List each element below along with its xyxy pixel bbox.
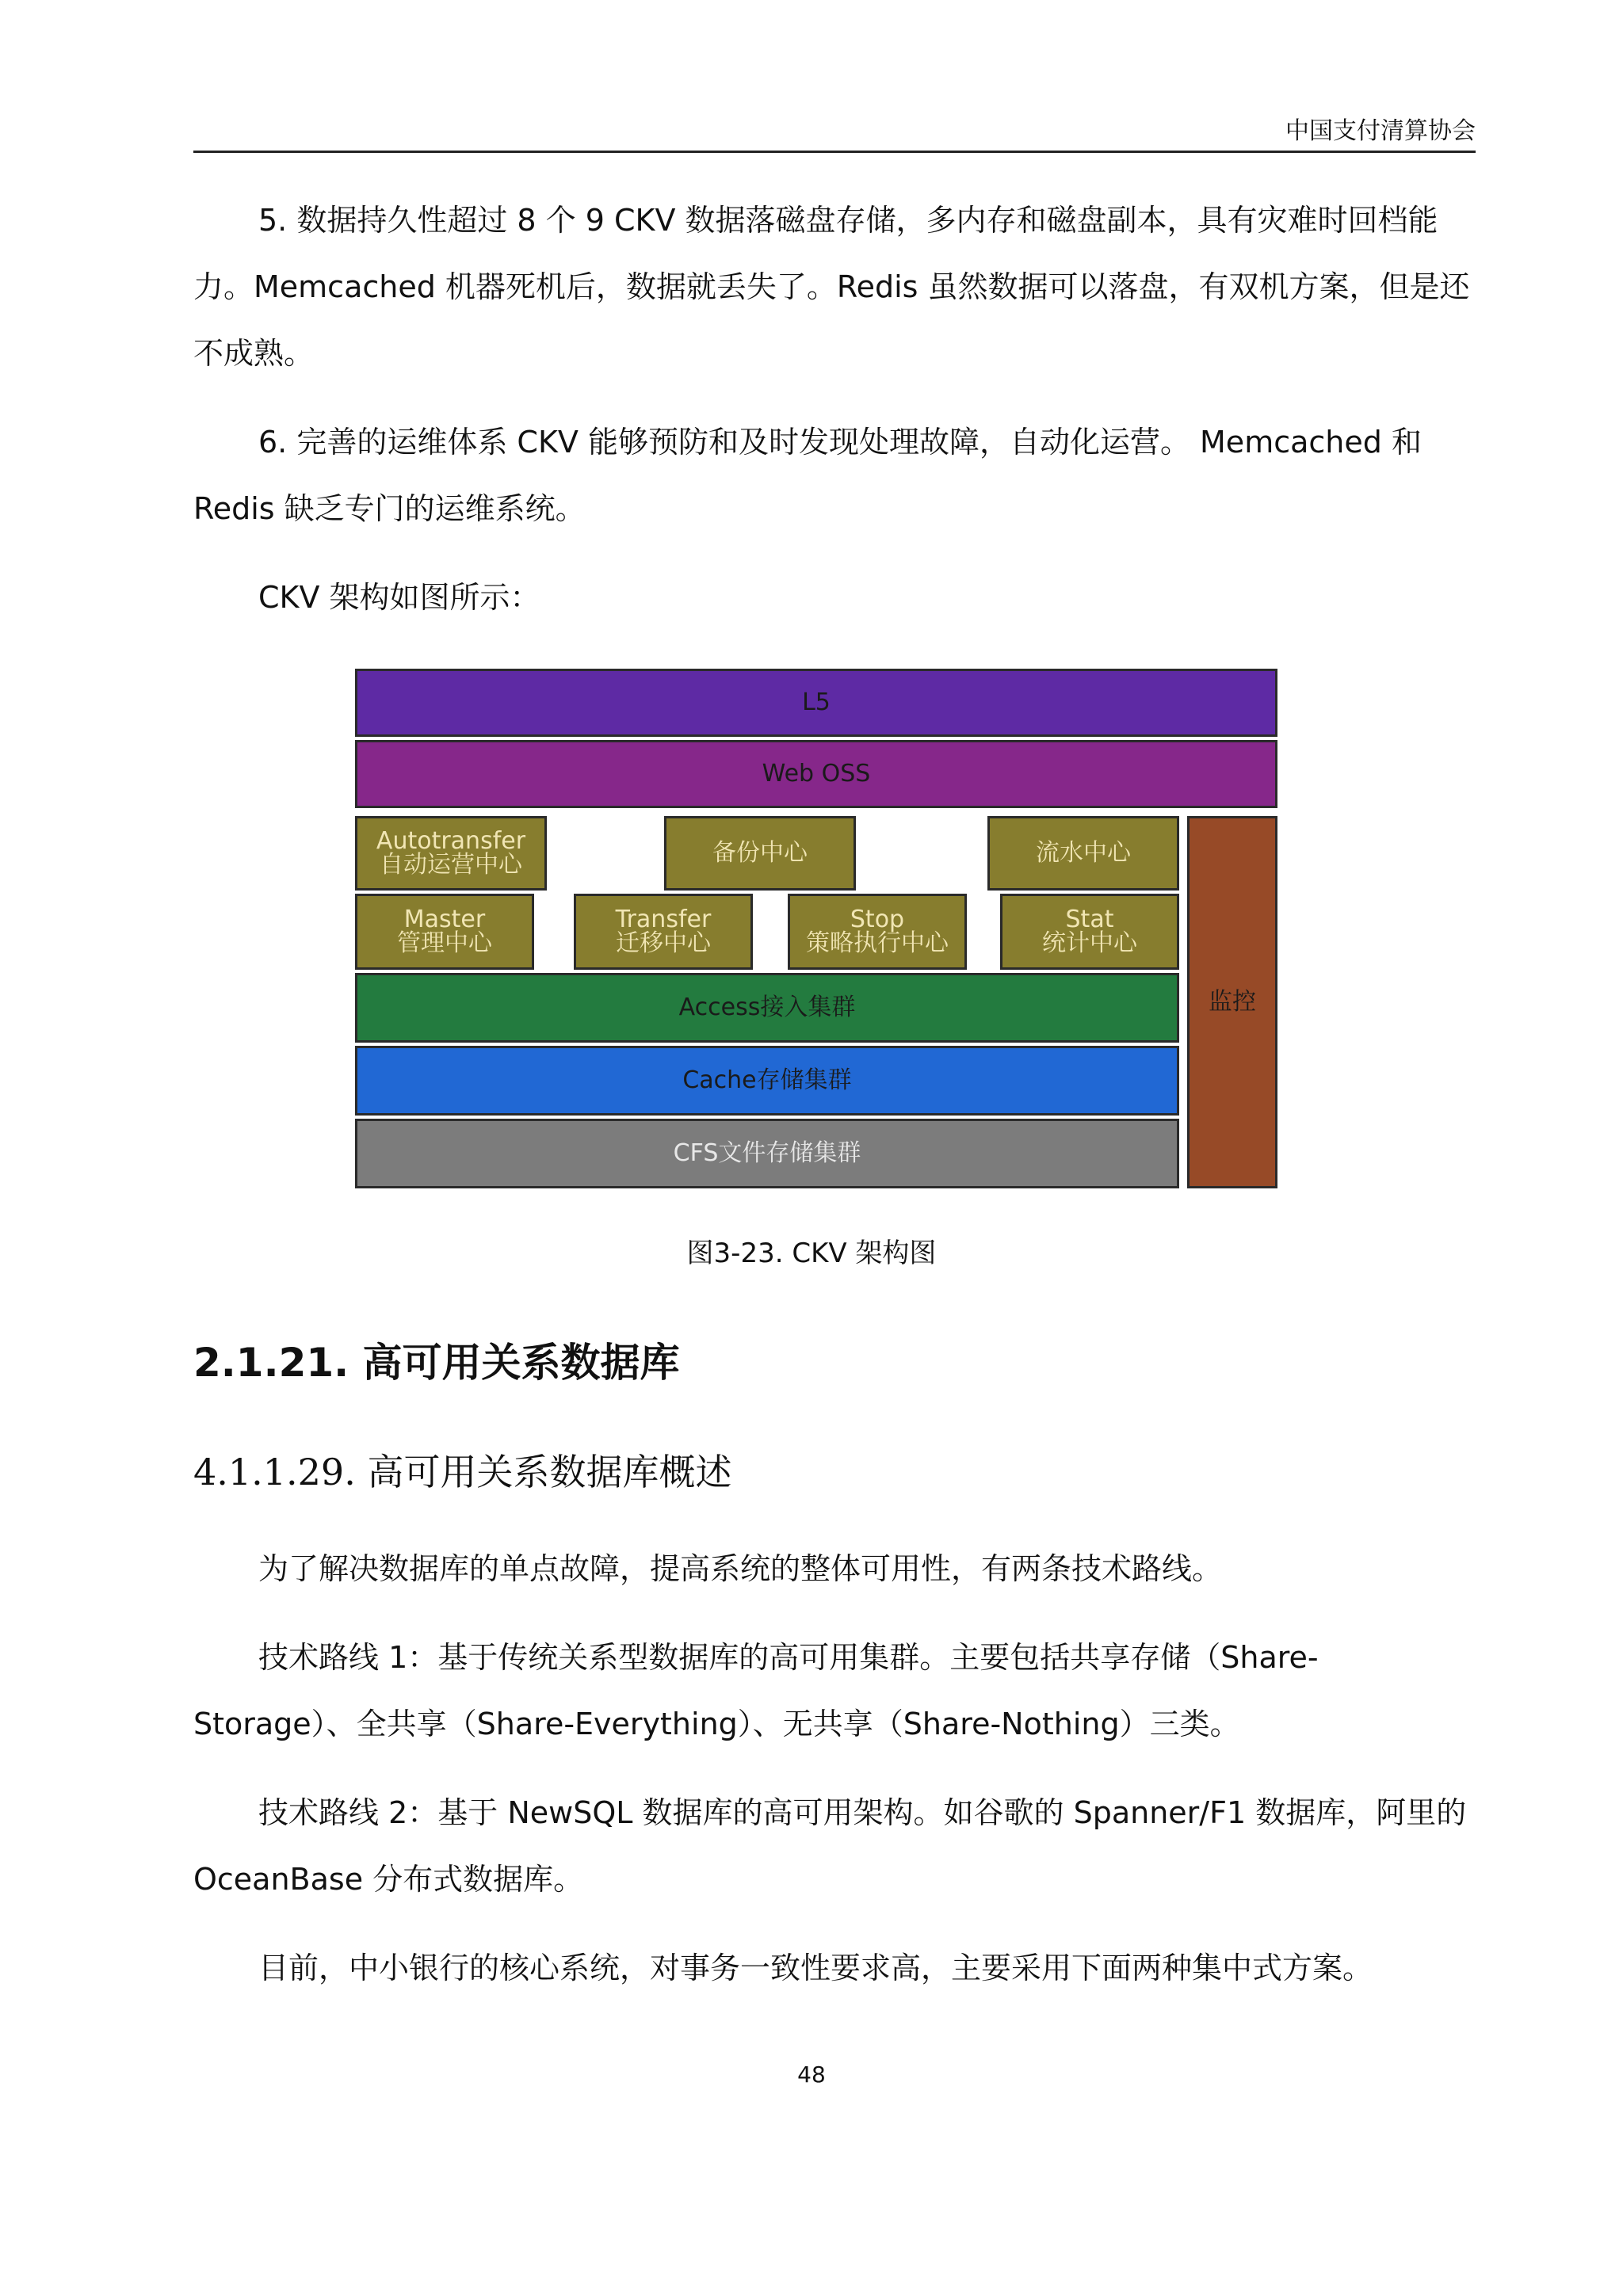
transfer-module <box>574 894 753 970</box>
master-module <box>355 894 534 970</box>
master-name: Master <box>403 906 486 933</box>
l5-layer <box>355 669 1277 737</box>
autotransfer-name: Autotransfer <box>376 827 526 855</box>
header-divider <box>193 151 1476 153</box>
transfer-desc: 迁移中心 <box>616 929 711 957</box>
cache-cluster-label: Cache存储集群 <box>682 1066 852 1094</box>
diagram-intro: CKV 架构如图所示： <box>258 580 540 615</box>
stop-desc: 策略执行中心 <box>806 929 949 957</box>
flow-center-label: 流水中心 <box>1036 839 1131 867</box>
figure-caption: 图3-23. CKV 架构图 <box>686 1238 937 1269</box>
body-paragraph-4: 目前，中小银行的核心系统，对事务一致性要求高，主要采用下面两种集中式方案。 <box>258 1951 1373 1985</box>
body-paragraph-2: 技术路线 1：基于传统关系型数据库的高可用集群。主要包括共享存储（Share-Storage）、全共享（Share-Everything）、无共享（Share-Nothing）三类。 <box>193 1640 1319 1741</box>
stat-name: Stat <box>1065 906 1114 933</box>
subsection-heading: 4.1.1.29. 高可用关系数据库概述 <box>193 1451 732 1493</box>
access-cluster-layer <box>355 973 1179 1043</box>
paragraph-operations: 6. 完善的运维体系 CKV 能够预防和及时发现处理故障，自动化运营。 Memcached 和 Redis 缺乏专门的运维系统。 <box>193 425 1422 526</box>
paragraph-durability: 5. 数据持久性超过 8 个 9 CKV 数据落磁盘存储，多内存和磁盘副本，具有灾难时回档能力。Memcached 机器死机后，数据就丢失了。Redis 虽然数据可以落盘，有双机方案，但是还不成熟。 <box>193 203 1470 371</box>
transfer-name: Transfer <box>615 906 712 933</box>
section-heading: 2.1.21. 高可用关系数据库 <box>193 1340 680 1386</box>
header-org: 中国支付清算协会 <box>1285 117 1476 145</box>
body-paragraph-3: 技术路线 2：基于 NewSQL 数据库的高可用架构。如谷歌的 Spanner/F1 数据库，阿里的 OceanBase 分布式数据库。 <box>193 1795 1467 1897</box>
cfs-cluster-layer <box>355 1119 1179 1188</box>
weboss-label: Web OSS <box>762 760 871 788</box>
monitor-column <box>1187 816 1277 1188</box>
autotransfer-desc: 自动运营中心 <box>380 851 522 879</box>
stop-module <box>788 894 967 970</box>
monitor-label: 监控 <box>1209 988 1256 1016</box>
stat-module <box>1000 894 1179 970</box>
cache-cluster-layer <box>355 1046 1179 1116</box>
master-desc: 管理中心 <box>397 929 492 957</box>
body-paragraph-1: 为了解决数据库的单点故障，提高系统的整体可用性，有两条技术路线。 <box>258 1551 1223 1586</box>
flow-center-module <box>987 816 1179 891</box>
backup-center-module <box>664 816 856 891</box>
stat-desc: 统计中心 <box>1042 929 1137 957</box>
access-cluster-label: Access接入集群 <box>678 994 856 1021</box>
autotransfer-module <box>355 816 547 891</box>
page-number: 48 <box>797 2061 826 2088</box>
stop-name: Stop <box>850 906 905 933</box>
l5-label: L5 <box>802 688 831 716</box>
backup-center-label: 备份中心 <box>712 839 808 867</box>
weboss-layer <box>355 740 1277 808</box>
cfs-cluster-label: CFS文件存储集群 <box>673 1139 861 1167</box>
